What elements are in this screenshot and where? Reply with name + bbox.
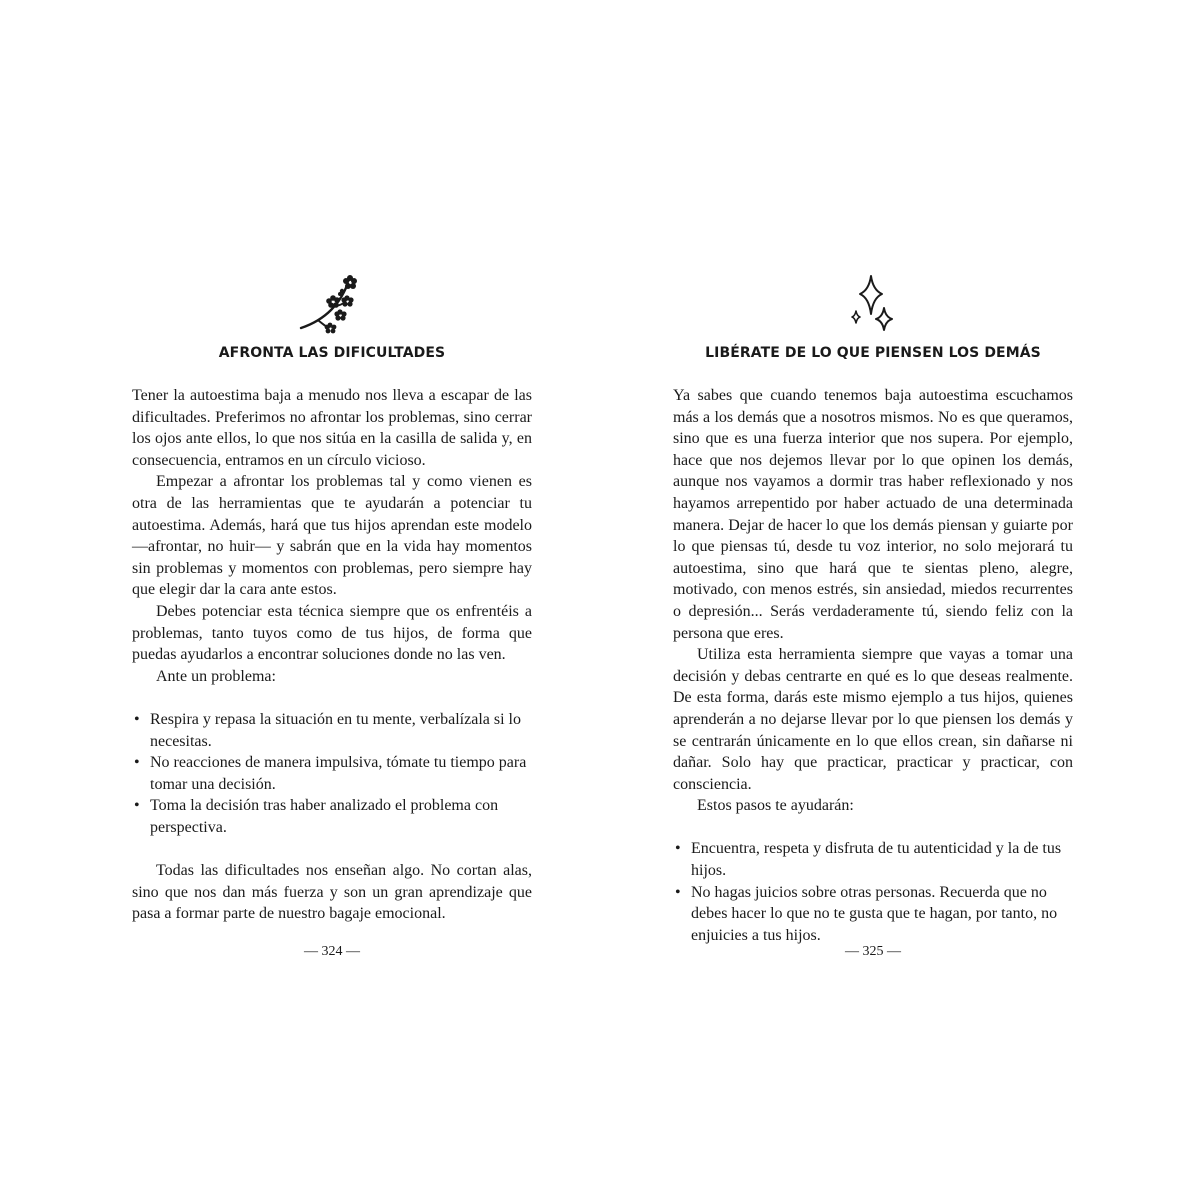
page-number: — 324 — [304,944,360,959]
bullet-icon: • [134,754,140,772]
paragraph: Ya sabes que cuando tenemos baja autoestima escuchamos más a los demás que a nosotros mismos. No es que queramos, sino que es una fuerza interior que nos supera. Por ejemplo, hace que nos dejemos llevar por lo que opinen los demás, aunque nos vayamos a dormir tras haber reflexionado y nos hayamos arrepentido por haber actuado de una determinada manera. Dejar de hacer lo que los demás piensan y guiarte por lo que piensas tú, desde tu voz interior, no solo mejorará tu autoestima, sino que hará que te sientas pleno, alegre, motivado, con menos estrés, sin ansiedad, miedos recurrentes o depresión... Serás verdaderamente tú, siendo feliz con la persona que eres. [673,387,1073,642]
list-item-text: Encuentra, respeta y disfruta de tu autenticidad y la de tus hijos. [691,840,1062,880]
cherry-blossom-branch-icon [132,270,532,340]
paragraph: Ante un problema: [156,667,276,685]
list-item-text: Respira y repasa la situación en tu mente, verbalízala si lo necesitas. [150,710,521,750]
bullet-icon: • [134,797,140,815]
list-item [132,752,532,795]
paragraph: Estos pasos te ayudarán: [697,797,854,815]
list-item [673,882,1073,947]
paragraph: Empezar a afrontar los problemas tal y como vienen es otra de las herramientas que te ayudarán a potenciar tu autoestima. Además, hará que tus hijos aprendan este modelo —afrontar, no huir— y sabrán que en la vida hay momentos sin problemas y momentos con problemas, pero siempre hay que elegir dar la cara ante estos. [132,473,532,599]
sparkles-icon [673,270,1073,340]
bullet-icon: • [675,840,681,858]
list-item-text: No hagas juicios sobre otras personas. Recuerda que no debes hacer lo que no te gusta que te hagan, por tanto, no enjuicies a tus hijos. [691,883,1058,944]
page-number: — 325 — [845,944,901,959]
list-item [673,838,1073,881]
list-item [132,709,532,752]
paragraph: Utiliza esta herramienta siempre que vayas a tomar una decisión y debas centrarte en qué es lo que deseas realmente. De esta forma, darás este mismo ejemplo a tus hijos, quienes aprenderán a no dejarse llevar por lo que piensen los demás y se centrarán únicamente en lo que ellos crean, sin dañarse ni dañar. Solo hay que practicar, practicar y practicar, con consciencia. [673,646,1073,793]
paragraph: Tener la autoestima baja a menudo nos lleva a escapar de las dificultades. Preferimos no afrontar los problemas, sino cerrar los ojos ante ellos, lo que nos sitúa en la casilla de salida y, en consecuencia, entramos en un círculo vicioso. [132,387,532,469]
list-item-text: Toma la decisión tras haber analizado el problema con perspectiva. [150,797,499,836]
section-heading: AFRONTA LAS DIFICULTADES [218,345,446,361]
paragraph: Debes potenciar esta técnica siempre que os enfrentéis a problemas, tanto tuyos como de tus hijos, de forma que puedas ayudarlos a encontrar soluciones donde no las ven. [132,602,532,664]
paragraph: Todas las dificultades nos enseñan algo. No cortan alas, sino que nos dan más fuerza y son un gran aprendizaje que pasa a formar parte de nuestro bagaje emocional. [132,862,532,923]
body-text [673,385,1073,946]
bullet-icon: • [134,710,140,728]
list-item-text: No reacciones de manera impulsiva, tómate tu tiempo para tomar una decisión. [150,754,527,793]
list-item [132,795,532,838]
section-heading: LIBÉRATE DE LO QUE PIENSEN LOS DEMÁS [705,345,1041,361]
bullet-list [673,838,1073,946]
bullet-list [132,709,532,839]
body-text [132,385,532,925]
bullet-icon: • [675,883,681,901]
